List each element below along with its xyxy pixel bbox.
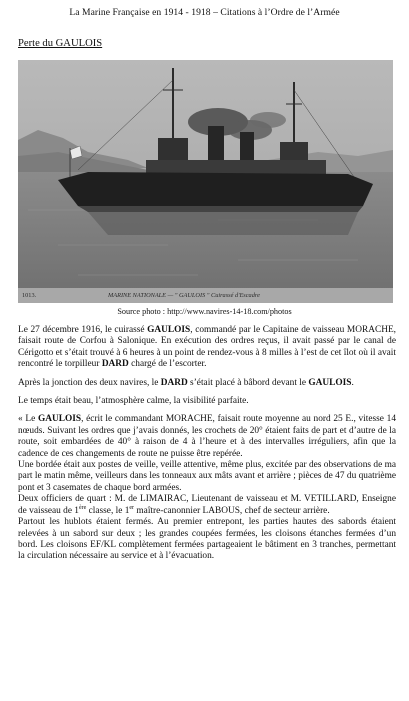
paragraph-2: Après la jonction des deux navires, le DARD s’était placé à bâbord devant le GAULOIS. — [18, 377, 354, 388]
ship-name: DARD — [101, 359, 129, 370]
ship-name: GAULOIS — [147, 325, 191, 335]
paragraph-3: Le temps était beau, l’atmosphère calme, la visibilité parfaite. — [18, 396, 249, 407]
ship-photo — [18, 60, 393, 303]
paragraph-6: Deux officiers de quart : M. de LIMAIRAC, Lieutenant de vaisseau et M. VETILLARD, Enseigne de vaisseau de 1ère classe, le 1er maître-canonnier LABOUS, chef de secteur arrière. — [18, 494, 396, 516]
photo-caption-text: MARINE NATIONALE — " GAULOIS " Cuirassé d'Escadre — [108, 292, 260, 299]
ship-name: GAULOIS — [37, 414, 82, 425]
photo-caption-number: 1013. — [22, 292, 37, 299]
page-header: La Marine Française en 1914 - 1918 – Citations à l’Ordre de l’Armée — [69, 7, 340, 18]
photo-caption — [18, 290, 393, 303]
photo-source: Source photo : http://www.navires-14-18.com/photos — [117, 307, 292, 316]
paragraph-1: Le 27 décembre 1916, le cuirassé GAULOIS, commandé par le Capitaine de vaisseau MORACHE, faisait route de Corfou à Salonique. En exécution des ordres reçus, il avait passé par le canal de Cérigotto et s’était trouvé à 6 heures à un point de rendez-vous à 8 milles à l’est de cet îlot où il avait rencontré le torpilleur DARD chargé de l’escorter. — [18, 325, 396, 370]
paragraph-4: « Le GAULOIS, écrit le commandant MORACHE, faisait route moyenne au nord 25 E., vitesse 14 nœuds. Suivant les ordres que j’avais donnés, les crochets de 20° étaient faits de part et d’autre de la route, soit embardées de 40° à raison de 4 à l’heure et à des intervalles irréguliers, afin que la cadence de ces changements de route ne puisse être repérée. — [18, 414, 396, 459]
paragraph-7: Partout les hublots étaient fermés. Au premier entrepont, les parties hautes des sabords étaient relevées à un sabord sur deux ; les grandes coupées fermées, les cloisons étanches fermées d’un bord. Les cloisons EF/KL complètement fermées partageaient le bâtiment en 3 tranches, permettant la circulation nécessaire au service et à l’évacuation. — [18, 517, 396, 562]
paragraph-5: Une bordée était aux postes de veille, veille attentive, même plus, excitée par des observations de ma part le matin même, veilleurs dans les tonneaux aux mâts avant et arrière ; pièces de 47 du quatrième pont et 3 casemates de chaque bord armées. — [18, 460, 396, 493]
ship-name: DARD — [160, 377, 188, 388]
ship-name: GAULOIS — [308, 377, 352, 388]
section-title: Perte du GAULOIS — [18, 38, 103, 49]
article-body — [18, 325, 396, 563]
